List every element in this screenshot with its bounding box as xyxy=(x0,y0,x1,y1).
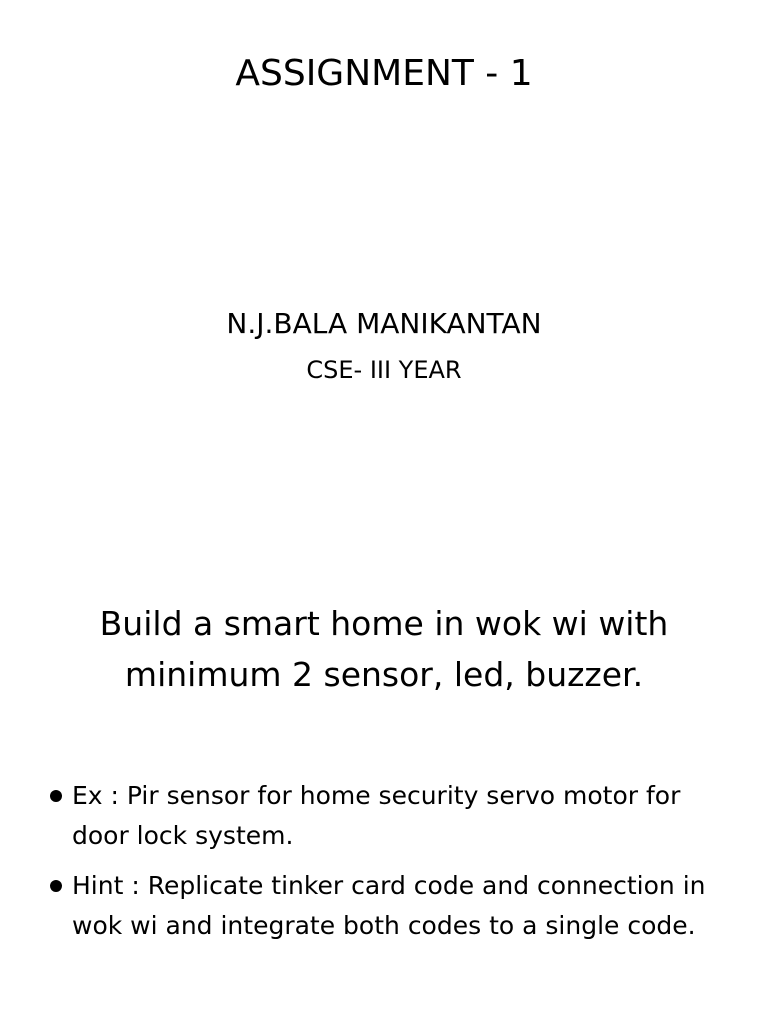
author-name: N.J.BALA MANIKANTAN xyxy=(226,307,542,340)
slide-title: ASSIGNMENT - 1 xyxy=(235,53,533,94)
bullet-item-hint xyxy=(48,866,720,946)
bullet-text-hint: Hint : Replicate tinker card code and connection in wok wi and integrate both codes to a single code. xyxy=(72,871,706,940)
bullet-item-example xyxy=(48,776,720,856)
class-year: CSE- III YEAR xyxy=(306,356,462,384)
task-statement xyxy=(40,598,728,700)
bullet-text-example: Ex : Pir sensor for home security servo motor for door lock system. xyxy=(72,781,681,850)
task-line-2: minimum 2 sensor, led, buzzer. xyxy=(124,655,644,694)
bullet-dot-icon xyxy=(50,790,62,802)
bullet-list xyxy=(48,776,720,956)
task-line-1: Build a smart home in wok wi with xyxy=(99,604,669,643)
bullet-dot-icon xyxy=(50,880,62,892)
